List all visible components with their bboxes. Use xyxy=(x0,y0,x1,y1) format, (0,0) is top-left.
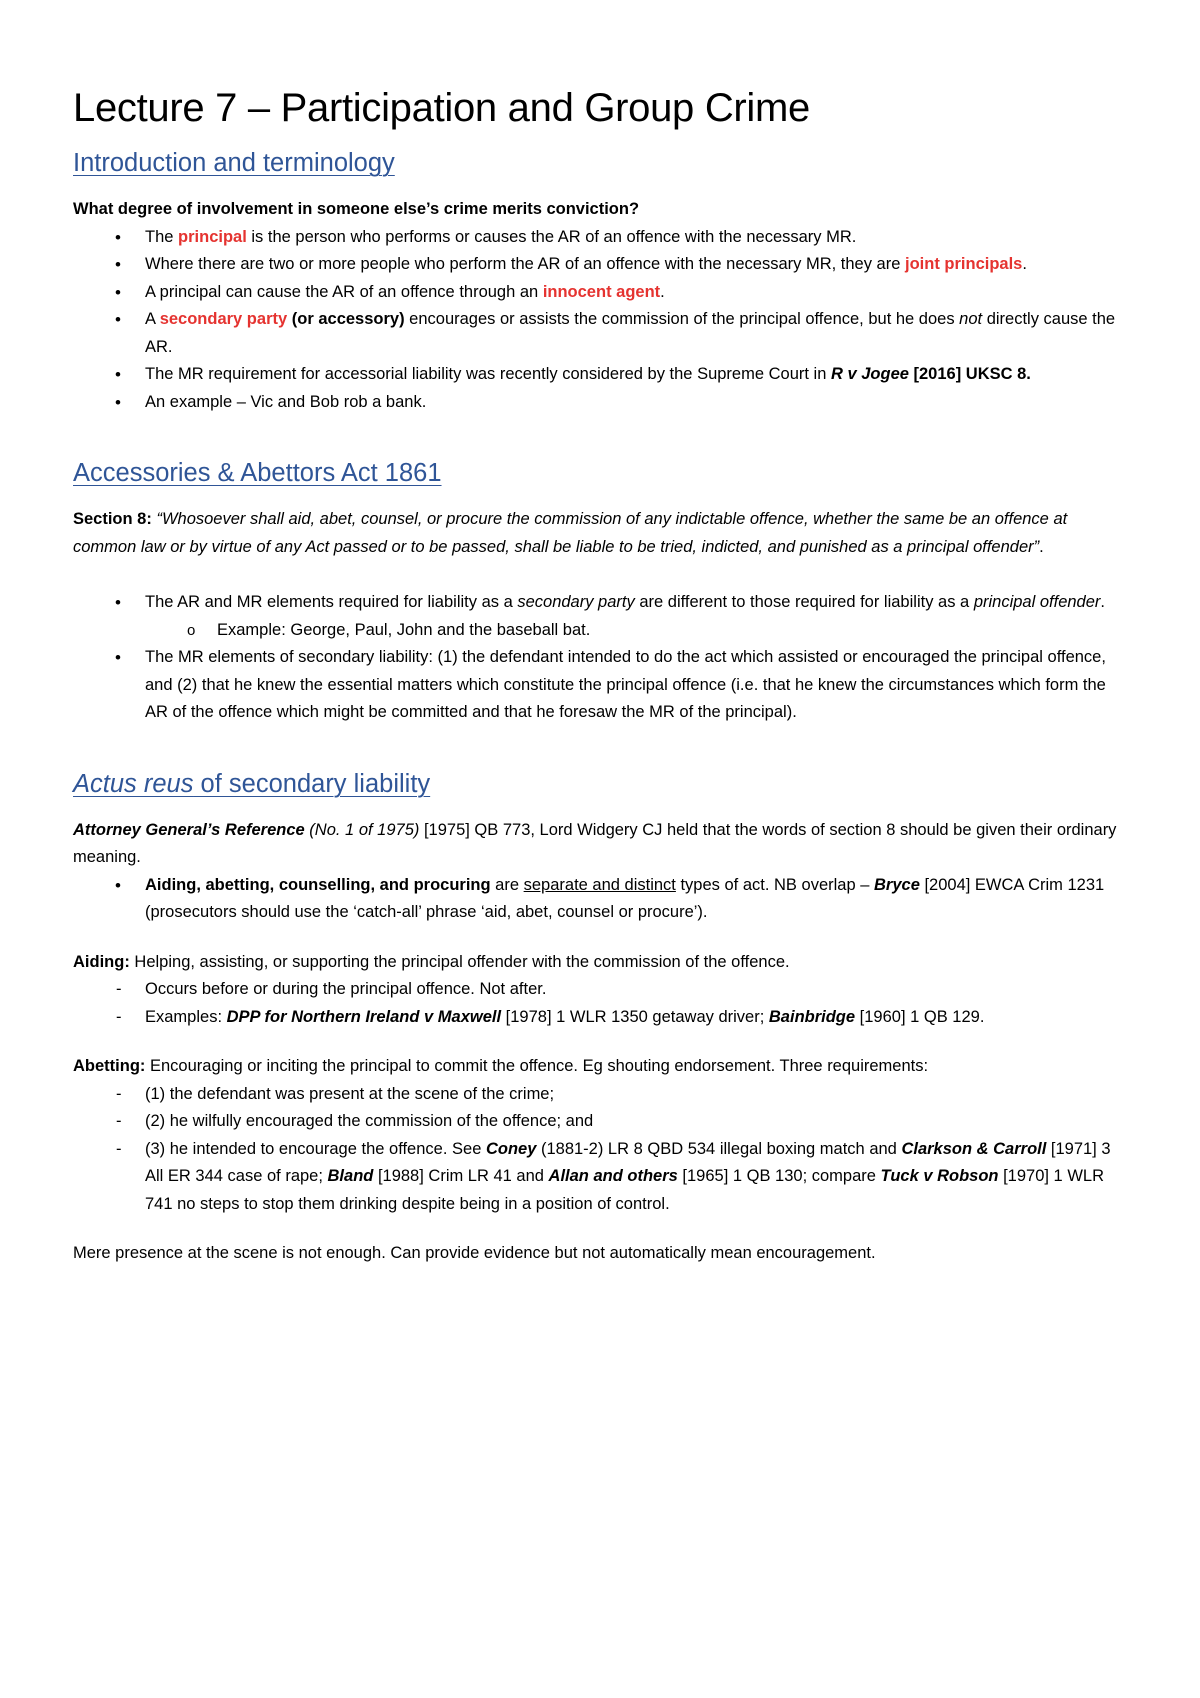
list-item: - (3) he intended to encourage the offence. See Coney (1881-2) LR 8 QBD 534 illegal boxing match and Clarkson & Carroll [1971] 3 All ER 344 case of rape; Bland [1988] Crim LR 41 and Allan and others [1965] 1 QB 130; compare Tuck v Robson [1970] 1 WLR 741 no steps to stop them drinking despite being in a position of control. xyxy=(73,1136,1130,1219)
abetting-paragraph: Abetting: Encouraging or inciting the principal to commit the offence. Eg shouting endorsement. Three requirements: xyxy=(73,1057,929,1075)
sub-list-item: o Example: George, Paul, John and the baseball bat. xyxy=(73,617,1130,645)
aiding-dash-list xyxy=(73,976,1130,1031)
page-title: Lecture 7 – Participation and Group Crime xyxy=(73,86,810,130)
list-item: - Examples: DPP for Northern Ireland v Maxwell [1978] 1 WLR 1350 getaway driver; Bainbridge [1960] 1 QB 129. xyxy=(73,1004,1130,1032)
list-item: • The MR requirement for accessorial liability was recently considered by the Supreme Court in R v Jogee [2016] UKSC 8. xyxy=(73,361,1130,389)
list-item: • The MR elements of secondary liability: (1) the defendant intended to do the act which assisted or encouraged the principal offence, and (2) that he knew the essential matters which constitute the principal offence (i.e. that he knew the circumstances which form the AR of the offence which might be committed and that he foresaw the MR of the principal). xyxy=(73,644,1130,727)
list-item: - Occurs before or during the principal offence. Not after. xyxy=(73,976,1130,1004)
list-item: • A principal can cause the AR of an offence through an innocent agent. xyxy=(73,279,1130,307)
list-item: - (2) he wilfully encouraged the commission of the offence; and xyxy=(73,1108,1130,1136)
section-8-quote: Section 8: “Whosoever shall aid, abet, counsel, or procure the commission of any indictable offence, whether the same be an offence at common law or by virtue of any Act passed or to be passed, shall be liable to be tried, indicted, and punished as a principal offender”. xyxy=(73,510,1068,556)
intro-bullet-list xyxy=(73,224,1130,417)
actus-bullet-list xyxy=(73,872,1130,927)
list-item: • An example – Vic and Bob rob a bank. xyxy=(73,389,1130,417)
list-item: • The principal is the person who performs or causes the AR of an offence with the necessary MR. xyxy=(73,224,1130,252)
ag-reference-paragraph: Attorney General’s Reference (No. 1 of 1975) [1975] QB 773, Lord Widgery CJ held that the words of section 8 should be given their ordinary meaning. xyxy=(73,820,1117,866)
list-item: • Where there are two or more people who perform the AR of an offence with the necessary MR, they are joint principals. xyxy=(73,251,1130,279)
list-item: • A secondary party (or accessory) encourages or assists the commission of the principal offence, but he does not directly cause the AR. xyxy=(73,306,1130,361)
act-bullet-list xyxy=(73,589,1130,727)
list-item: - (1) the defendant was present at the scene of the crime; xyxy=(73,1081,1130,1109)
heading-actus-reus: Actus reus of secondary liability xyxy=(73,769,431,798)
aiding-paragraph: Aiding: Helping, assisting, or supporting the principal offender with the commission of the offence. xyxy=(73,952,790,971)
intro-question: What degree of involvement in someone else’s crime merits conviction? xyxy=(73,200,640,218)
heading-introduction: Introduction and terminology xyxy=(73,149,395,177)
list-item: • Aiding, abetting, counselling, and procuring are separate and distinct types of act. NB overlap – Bryce [2004] EWCA Crim 1231 (prosecutors should use the ‘catch-all’ phrase ‘aid, abet, counsel or procure’). xyxy=(73,872,1130,927)
heading-accessories-act: Accessories & Abettors Act 1861 xyxy=(73,459,442,487)
list-item: • The AR and MR elements required for liability as a secondary party are different to those required for liability as a principal offender. xyxy=(73,589,1130,617)
mere-presence-paragraph: Mere presence at the scene is not enough. Can provide evidence but not automatically mean encouragement. xyxy=(73,1244,876,1262)
abetting-dash-list xyxy=(73,1081,1130,1219)
